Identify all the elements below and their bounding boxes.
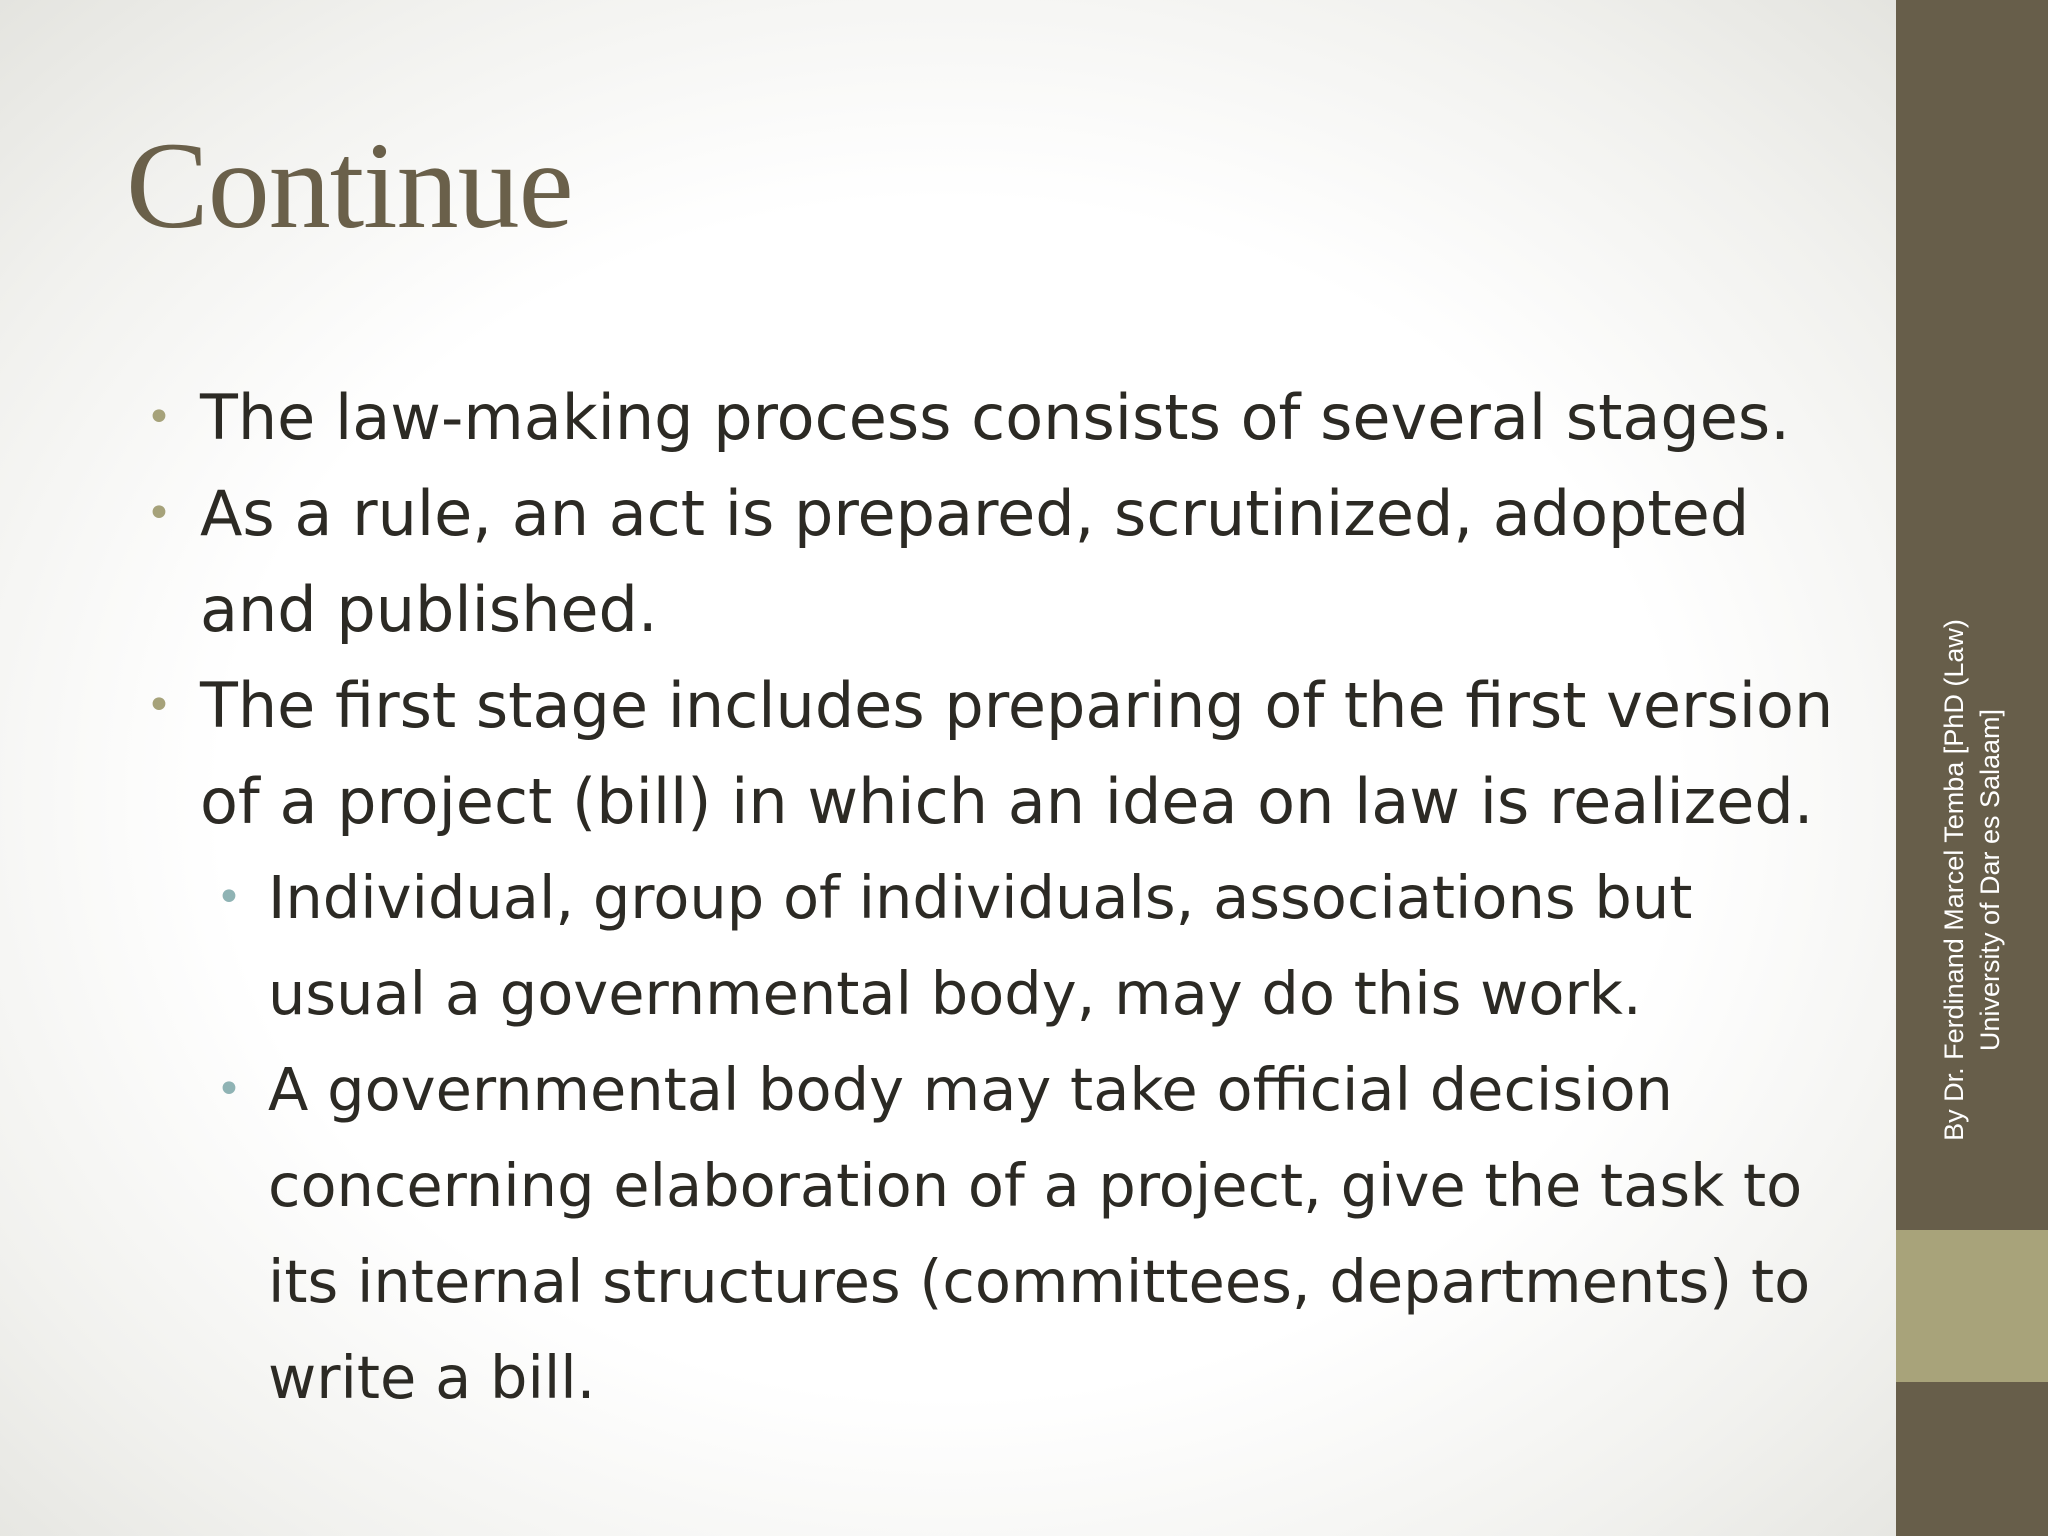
author-credit: By Dr. Ferdinand Marcel Temba [PhD (Law) University of Dar es Salaam] [1939,619,2005,1141]
bullet-item [140,370,1840,466]
bullet-text: The law-making process consists of several stages. [200,381,1790,454]
bullet-marker: • [146,680,172,731]
bullet-text: As a rule, an act is prepared, scrutinized, adopted and published. [200,477,1750,646]
sub-bullet-item [140,850,1840,1042]
sub-bullet-item [140,1042,1840,1426]
bullet-marker: • [146,488,172,539]
sub-bullet-text: Individual, group of individuals, associations but usual a governmental body, may do this work. [268,863,1693,1028]
bullet-list [140,370,1840,1426]
sub-bullet-marker: • [216,1064,242,1115]
sidebar-accent-band [1896,1230,2048,1382]
bullet-marker: • [146,392,172,443]
bullet-item [140,466,1840,658]
bullet-text: The first stage includes preparing of the first version of a project (bill) in which an idea on law is realized. [200,669,1834,838]
sub-bullet-marker: • [216,872,242,923]
bullet-item [140,658,1840,850]
sub-bullet-text: A governmental body may take official decision concerning elaboration of a project, give the task to its internal structures (committees, departments) to write a bill. [268,1055,1811,1412]
slide-title: Continue [126,117,573,254]
sidebar-bar [1896,0,2048,1536]
